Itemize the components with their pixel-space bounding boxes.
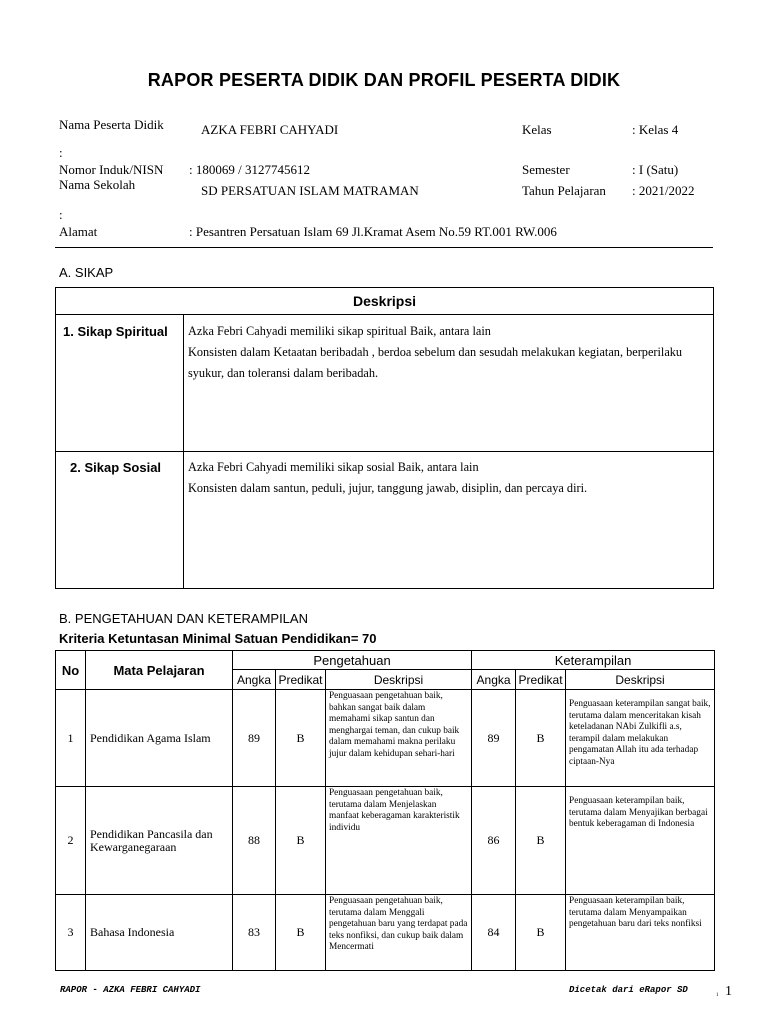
section-b-title: B. PENGETAHUAN DAN KETERAMPILAN	[59, 611, 308, 626]
footer-mark: 1	[716, 993, 719, 998]
row-mapel: Bahasa Indonesia	[86, 895, 233, 971]
row-k-predikat: B	[516, 690, 566, 787]
sikap-spiritual-line1: Azka Febri Cahyadi memiliki sikap spiritual Baik, antara lain	[188, 324, 491, 338]
name-value: AZKA FEBRI CAHYADI	[201, 122, 339, 137]
address-value: : Pesantren Persatuan Islam 69 Jl.Kramat Asem No.59 RT.001 RW.006	[189, 224, 557, 239]
header-keterampilan: Keterampilan	[472, 651, 715, 670]
school-label: Nama Sekolah	[59, 177, 136, 192]
header-divider	[55, 247, 713, 248]
row-p-predikat: B	[276, 895, 326, 971]
page-number: 1	[725, 984, 732, 999]
row-k-deskripsi: Penguasaan keterampilan baik, terutama dalam Menyampaikan pengetahuan baru dari teks nonfiksi	[566, 895, 715, 971]
header-mapel: Mata Pelajaran	[86, 651, 233, 690]
table-row	[56, 690, 715, 787]
row-k-angka: 86	[472, 787, 516, 895]
row-p-predikat: B	[276, 690, 326, 787]
nis-value: : 180069 / 3127745612	[189, 162, 310, 177]
footer-left: RAPOR - AZKA FEBRI CAHYADI	[60, 985, 201, 995]
class-label: Kelas	[522, 122, 552, 137]
sikap-header: Deskripsi	[56, 288, 713, 315]
row-no: 3	[56, 895, 86, 971]
header-p-deskripsi: Deskripsi	[326, 670, 472, 690]
sikap-spiritual-line2: Konsisten dalam Ketaatan beribadah , berdoa sebelum dan sesudah melakukan kegiatan, berperilaku syukur, dan toleransi dalam beribadah.	[188, 345, 683, 380]
header-k-angka: Angka	[472, 670, 516, 690]
footer-divider	[55, 970, 713, 971]
header-p-angka: Angka	[233, 670, 276, 690]
sikap-sosial-desc	[188, 457, 713, 499]
row-k-deskripsi: Penguasaan keterampilan sangat baik, terutama dalam menceritakan kisah keteladanan NAbi Zulkifli a.s, terampil dalam melakukan pengamatan Allah itu ada terhadap ciptaan-Nya	[566, 690, 715, 787]
nis-label: Nomor Induk/NISN	[59, 162, 164, 177]
row-k-deskripsi: Penguasaan keterampilan baik, terutama dalam Menyajikan berbagai bentuk keberagaman di Indonesia	[566, 787, 715, 895]
header-k-predikat: Predikat	[516, 670, 566, 690]
row-mapel: Pendidikan Pancasila dan Kewarganegaraan	[86, 787, 233, 895]
year-label: Tahun Pelajaran	[522, 183, 606, 198]
sikap-table	[55, 287, 714, 589]
row-k-predikat: B	[516, 787, 566, 895]
row-p-angka: 83	[233, 895, 276, 971]
sikap-sosial-label: 2. Sikap Sosial	[70, 460, 162, 475]
row-mapel: Pendidikan Agama Islam	[86, 690, 233, 787]
page-title: RAPOR PESERTA DIDIK DAN PROFIL PESERTA DIDIK	[147, 70, 621, 90]
row-p-deskripsi: Penguasaan pengetahuan baik, terutama dalam Menjelaskan manfaat keberagaman karakteristik individu	[326, 787, 472, 895]
row-k-angka: 89	[472, 690, 516, 787]
kkm-text: Kriteria Ketuntasan Minimal Satuan Pendidikan= 70	[59, 631, 377, 646]
colon-mark: :	[59, 145, 63, 160]
row-p-predikat: B	[276, 787, 326, 895]
row-p-deskripsi: Penguasaan pengetahuan baik, bahkan sangat baik dalam memahami sikap santun dan menghargai teman, dan cukup baik dalam memahami makna perilaku jujur dalam kehidupan sehari-hari	[326, 690, 472, 787]
sikap-sosial-line1: Azka Febri Cahyadi memiliki sikap sosial Baik, antara lain	[188, 460, 479, 474]
school-value: SD PERSATUAN ISLAM MATRAMAN	[201, 183, 419, 198]
name-label: Nama Peserta Didik	[59, 117, 164, 132]
row-p-deskripsi: Penguasaan pengetahuan baik, terutama dalam Menggali pengetahuan baru yang terdapat pada teks nonfiksi, dan cukup baik dalam Mencermati	[326, 895, 472, 971]
year-value: : 2021/2022	[632, 183, 695, 198]
header-p-predikat: Predikat	[276, 670, 326, 690]
table-row	[56, 895, 715, 971]
row-no: 2	[56, 787, 86, 895]
section-a-title: A. SIKAP	[59, 265, 114, 280]
address-label: Alamat	[59, 224, 98, 239]
row-p-angka: 89	[233, 690, 276, 787]
sikap-sosial-line2: Konsisten dalam santun, peduli, jujur, tanggung jawab, disiplin, dan percaya diri.	[188, 481, 588, 495]
row-k-predikat: B	[516, 895, 566, 971]
colon-mark: :	[59, 207, 63, 222]
semester-label: Semester	[522, 162, 570, 177]
table-row	[56, 787, 715, 895]
sikap-spiritual-desc	[188, 321, 713, 384]
header-pengetahuan: Pengetahuan	[233, 651, 472, 670]
row-no: 1	[56, 690, 86, 787]
footer-right: Dicetak dari eRapor SD	[569, 985, 688, 995]
sikap-spiritual-label: 1. Sikap Spiritual	[63, 324, 168, 339]
class-value: : Kelas 4	[632, 122, 679, 137]
header-k-deskripsi: Deskripsi	[566, 670, 715, 690]
row-p-angka: 88	[233, 787, 276, 895]
header-no: No	[56, 651, 86, 690]
grades-table	[55, 650, 715, 971]
semester-value: : I (Satu)	[632, 162, 679, 177]
row-k-angka: 84	[472, 895, 516, 971]
